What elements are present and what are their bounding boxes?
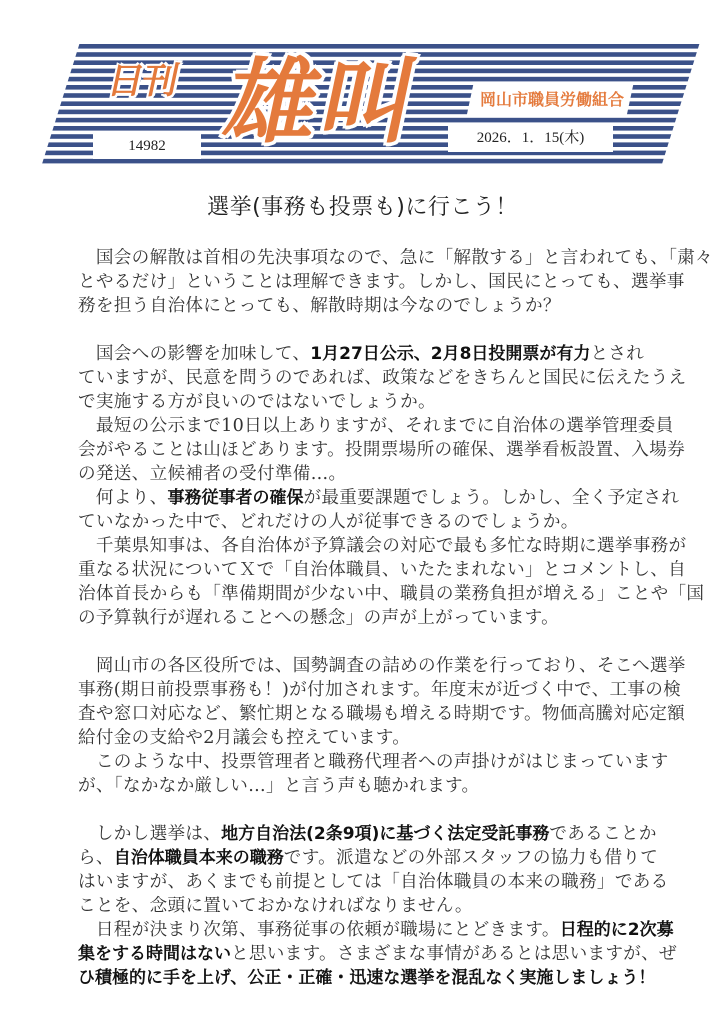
text-line [78,270,685,294]
masthead-daily-label: 日刊 [103,61,181,102]
text-segment: で実施する方が良いのではないでしょうか。 [78,392,436,412]
issue-date: 2026．1．15(木) [476,130,585,146]
text-line [78,918,674,942]
text-line [78,894,648,918]
text-line [78,294,648,318]
text-line [78,558,687,582]
text-line [78,534,687,558]
article-title: 選挙(事務も投票も)に行こう！ [207,195,518,220]
text-segment: 岡山市の各区役所では、国勢調査の詰めの作業を行っており、そこへ選挙 [78,656,686,676]
paragraph-spacer [78,630,648,654]
emphasized-text: 1月27日公示、2月8日投開票が有力 [310,344,591,364]
text-line [78,750,669,774]
text-segment: ていますが、民意を問うのであれば、政策などをきちんと国民に伝えたうえ [78,368,687,388]
text-segment: の発送、立候補者の受付準備…。 [78,464,347,484]
text-segment: が最重要課題でしょう。しかし、全く予定され [303,488,680,508]
text-segment: はいますが、あくまでも前提としては「自治体職員の本来の職務」である [78,872,669,892]
text-segment: ことを、念頭に置いておかなければなりません。 [78,896,473,916]
text-segment: 務を担う自治体にとっても、解散時期は今なのでしょうか？ [78,296,561,316]
text-line [78,462,648,486]
text-segment: 重なる状況についてＸで「自治体職員、いたたまれない」とコメントし、自 [78,560,687,580]
issue-number: 14982 [128,138,166,154]
text-segment: ていなかった中で、どれだけの人が従事できるのでしょうか。 [78,512,579,532]
text-segment: 治体首長からも「準備期間が少ない中、職員の業務負担が増える」ことや「国 [78,584,705,604]
text-segment: 何より、 [78,488,168,508]
union-name: 岡山市職員労働組合 [479,90,624,109]
text-line [78,414,674,438]
text-line [78,678,682,702]
text-line [78,606,648,630]
text-line [78,846,659,870]
text-line [78,774,648,798]
text-segment: が、「なかなか厳しい…」と言う声も聴かれます。 [78,776,480,796]
article-body [78,246,714,990]
text-line [78,822,657,846]
text-segment: 国会への影響を加味して、 [78,344,311,364]
text-segment: 最短の公示まで10日以上ありますが、それまでに自治体の選挙管理委員 [78,416,674,436]
text-segment: とされ [590,344,645,364]
text-segment: の予算執行が遅れることへの懸念」の声が上がっています。 [78,608,560,628]
emphasized-text: ひ積極的に手を上げ、公正・正確・迅速な選挙を混乱なく実施しましょう！ [78,968,656,988]
emphasized-text: 日程的に2次募 [559,920,674,940]
text-segment: 日程が決まり次第、事務従事の依頼が職場にとどきます。 [78,920,560,940]
text-segment: とやるだけ」ということは理解できます。しかし、国民にとっても、選挙事 [78,272,685,292]
text-line [78,726,648,750]
text-line [78,246,714,270]
text-line [78,438,685,462]
paragraph-spacer [78,318,648,342]
text-segment: 会がやることは山ほどあります。投開票場所の確保、選挙看板設置、入場券 [78,440,685,460]
text-segment: 国会の解散は首相の先決事項なので、急に「解散する」と言われても、「粛々 [78,248,714,268]
masthead-logo-title: 雄叫 [215,49,431,156]
text-segment: であることか [549,824,657,844]
emphasized-text: 自治体職員本来の職務 [113,848,284,868]
text-segment: 事務(期日前投票事務も！)が付加されます。年度末が近づく中で、工事の検 [78,680,682,700]
text-line [78,582,705,606]
text-line [78,390,648,414]
text-segment: 査や窓口対応など、繁忙期となる職場も増える時期です。物価高騰対応定額 [78,704,685,724]
text-line [78,870,669,894]
text-segment: しかし選挙は、 [78,824,222,844]
paragraph-spacer [78,798,648,822]
text-segment: です。派遣などの外部スタッフの協力も借りて [283,848,659,868]
text-segment: 給付金の支給や2月議会も控えています。 [78,728,411,748]
text-line [78,966,656,990]
text-line [78,654,686,678]
text-segment: このような中、投票管理者と職務代理者への声掛けがはじまっています [78,752,669,772]
text-line [78,942,677,966]
emphasized-text: 事務従事者の確保 [167,488,304,508]
text-line [78,366,687,390]
emphasized-text: 地方自治法(2条9項)に基づく法定受託事務 [221,824,550,844]
text-segment: と思います。さまざまな事情があるとは思いますが、ぜ [231,944,677,964]
emphasized-text: 集をする時間はない [78,944,231,964]
text-segment: 千葉県知事は、各自治体が予算議会の対応で最も多忙な時期に選挙事務が [78,536,687,556]
text-segment: ら、 [78,848,114,868]
text-line [78,342,648,366]
text-line [78,702,685,726]
text-line [78,486,680,510]
text-line [78,510,648,534]
